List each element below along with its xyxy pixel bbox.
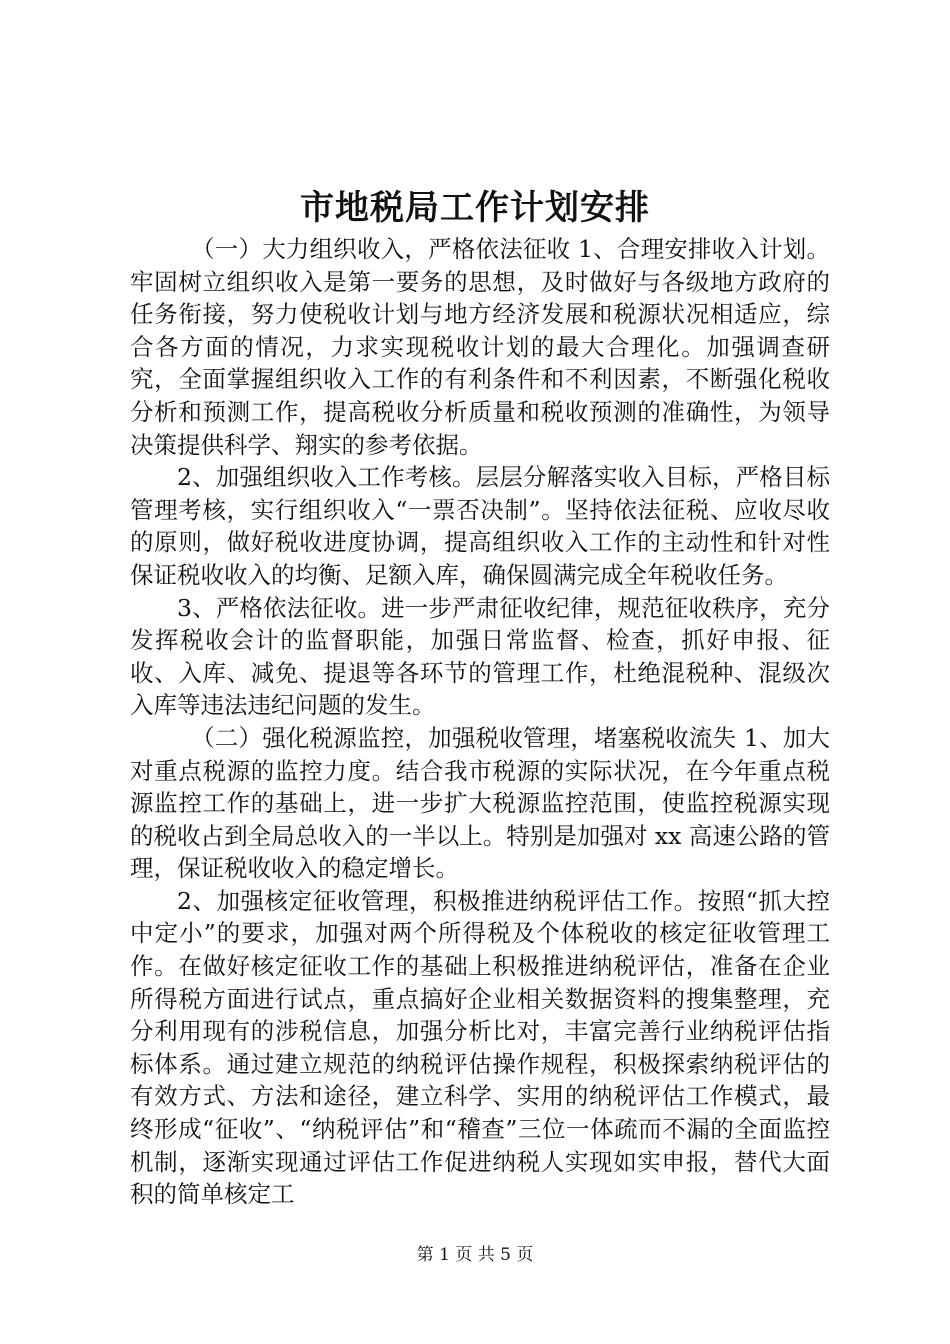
page-number-footer: 第 1 页 共 5 页 bbox=[416, 1245, 534, 1265]
paragraph-item-3: 3、严格依法征收。进一步严肃征收纪律，规范征收秩序，充分发挥税收会计的监督职能，加强日常监督、检查，抓好申报、征收、入库、减免、提退等各环节的管理工作，杜绝混税种、混级次入库等违法违纪问题的发生。 bbox=[130, 593, 830, 720]
paragraph-section-2: （二）强化税源监控，加强税收管理，堵塞税收流失 1、加大对重点税源的监控力度。结合我市税源的实际状况，在今年重点税源监控工作的基础上，进一步扩大税源监控范围，使监控税源实现的税收占到全局总收入的一半以上。特别是加强对 xx 高速公路的管理，保证税收收入的稳定增长。 bbox=[130, 723, 830, 883]
paragraph-item-2b: 2、加强核定征收管理，积极推进纳税评估工作。按照“抓大控中定小”的要求，加强对两个所得税及个体税收的核定征收管理工作。在做好核定征收工作的基础上积极推进纳税评估，准备在企业所得税方面进行试点，重点搞好企业相关数据资料的搜集整理，充分利用现有的涉税信息，加强分析比对，丰富完善行业纳税评估指标体系。通过建立规范的纳税评估操作规程，积极探索纳税评估的有效方式、方法和途径，建立科学、实用的纳税评估工作模式，最终形成“征收”、“纳税评估”和“稽查”三位一体疏而不漏的全面监控机制，逐渐实现通过评估工作促进纳税人实现如实申报，替代大面积的简单核定工 bbox=[130, 886, 830, 1209]
paragraph-item-2: 2、加强组织收入工作考核。层层分解落实收入目标，严格目标管理考核，实行组织收入“一票否决制”。坚持依法征税、应收尽收的原则，做好税收进度协调，提高组织收入工作的主动性和针对性保证税收收入的均衡、足额入库，确保圆满完成全年税收任务。 bbox=[130, 463, 830, 589]
document-body bbox=[130, 233, 830, 1211]
document-title: 市地税局工作计划安排 bbox=[300, 188, 650, 228]
paragraph-section-1: （一）大力组织收入，严格依法征收 1、合理安排收入计划。牢固树立组织收入是第一要务的思想，及时做好与各级地方政府的任务衔接，努力使税收计划与地方经济发展和税源状况相适应，综合各方面的情况，力求实现税收计划的最大合理化。加强调查研究，全面掌握组织收入工作的有利条件和不利因素，不断强化税收分析和预测工作，提高税收分析质量和税收预测的准确性，为领导决策提供科学、翔实的参考依据。 bbox=[130, 235, 830, 459]
